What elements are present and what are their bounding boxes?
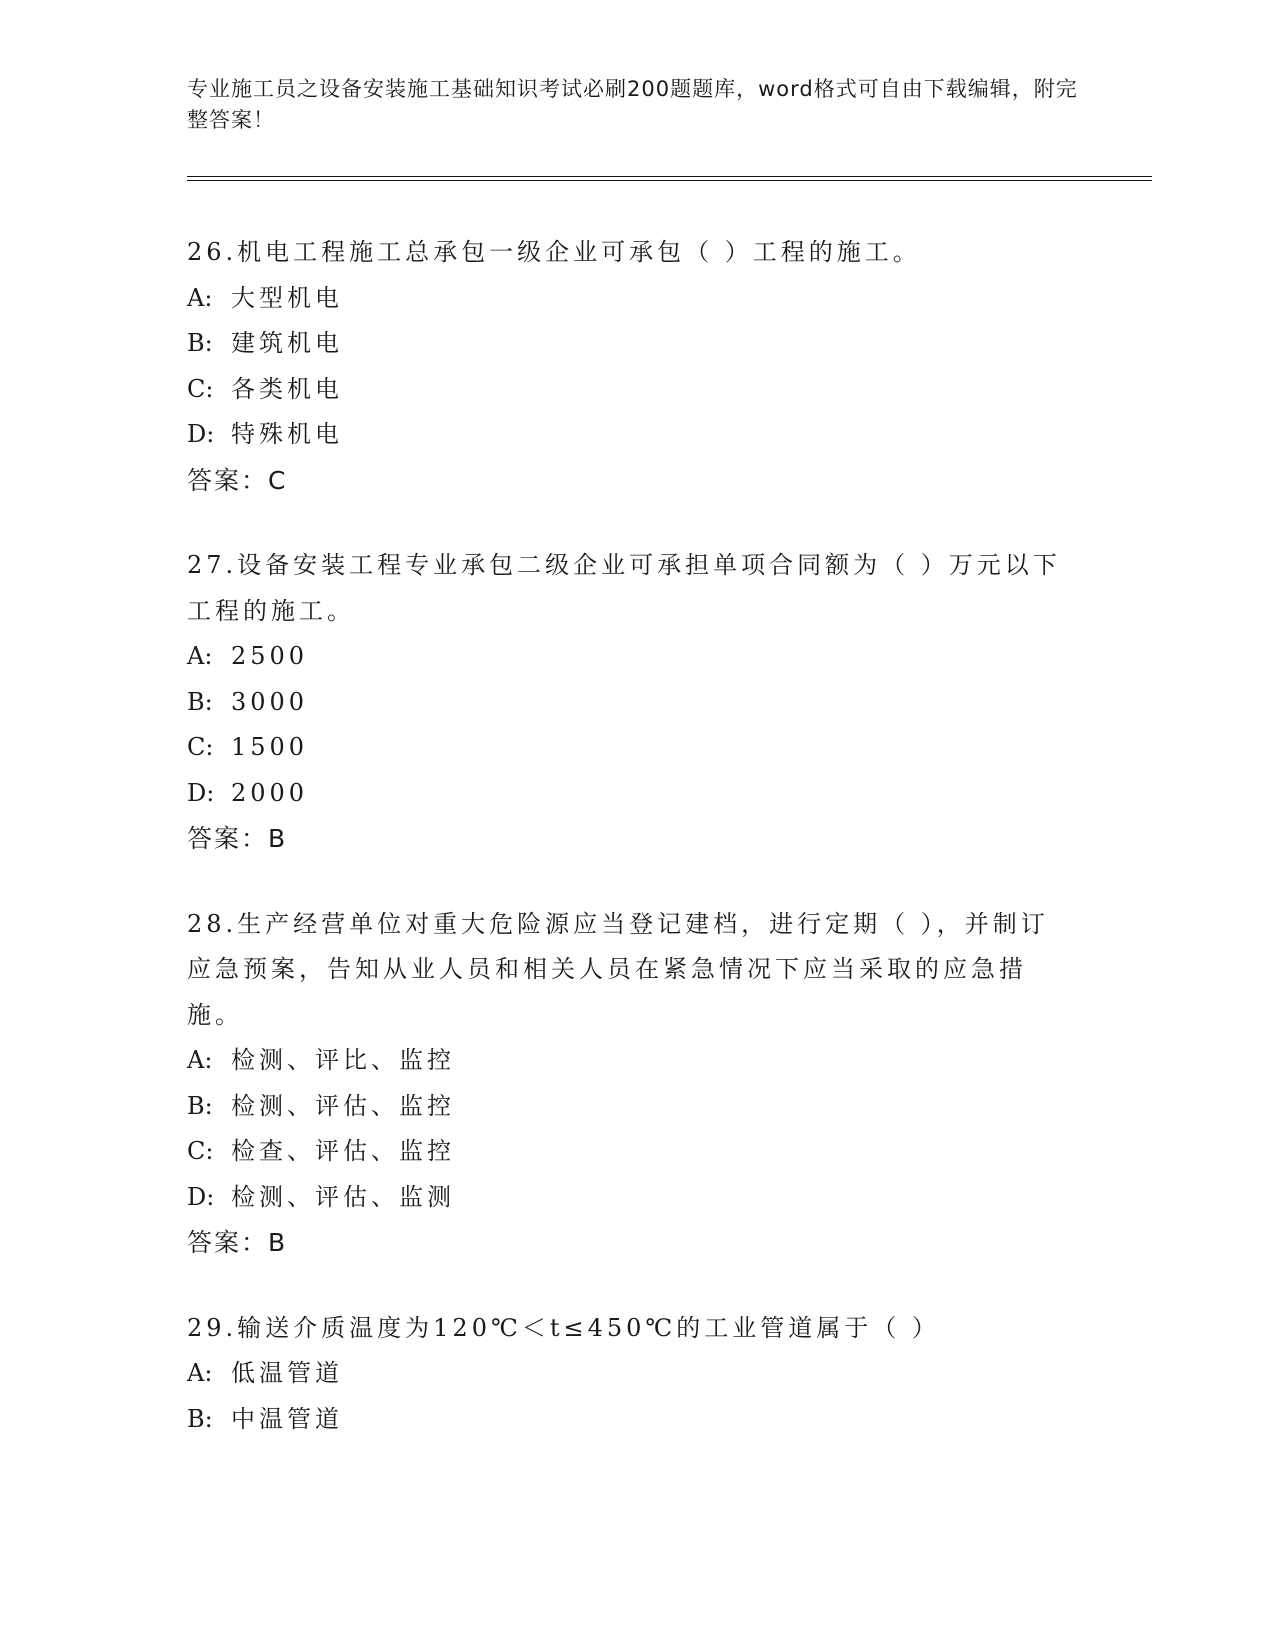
option-b xyxy=(187,321,1067,367)
option-b xyxy=(187,680,1067,726)
option-letter: D: xyxy=(187,1182,215,1211)
option-letter: A: xyxy=(187,642,213,670)
option-letter: C: xyxy=(187,1137,214,1165)
option-text: 特殊机电 xyxy=(231,420,343,448)
option-c xyxy=(187,725,1067,771)
option-text: 检测、评估、监控 xyxy=(231,1091,455,1120)
question-27 xyxy=(187,543,1067,862)
option-letter: D: xyxy=(187,420,215,448)
option-letter: C: xyxy=(187,374,214,403)
option-d xyxy=(187,412,1067,458)
option-letter: A: xyxy=(187,283,213,312)
question-29 xyxy=(187,1306,1067,1443)
option-d xyxy=(187,1175,1067,1221)
option-letter: A: xyxy=(187,1359,213,1387)
option-letter: B: xyxy=(187,329,213,357)
option-text: 低温管道 xyxy=(231,1359,343,1387)
option-text: 2000 xyxy=(231,778,309,807)
answer-line: 答案：C xyxy=(187,465,288,495)
option-letter: D: xyxy=(187,778,215,807)
header-double-rule xyxy=(187,176,1152,181)
option-c xyxy=(187,367,1067,413)
option-text: 检测、评估、监测 xyxy=(231,1182,455,1211)
option-text: 大型机电 xyxy=(231,283,343,312)
option-text: 建筑机电 xyxy=(231,329,343,357)
option-text: 检测、评比、监控 xyxy=(231,1046,455,1074)
option-letter: B: xyxy=(187,687,213,716)
option-b xyxy=(187,1397,1067,1443)
option-a xyxy=(187,634,1067,680)
option-letter: B: xyxy=(187,1091,213,1120)
answer-line: 答案：B xyxy=(187,824,288,853)
question-28 xyxy=(187,902,1067,1266)
option-c xyxy=(187,1129,1067,1175)
option-letter: A: xyxy=(187,1046,213,1074)
document-header: 专业施工员之设备安装施工基础知识考试必刷200题题库，word格式可自由下载编辑，附完整答案！ xyxy=(187,77,1078,132)
question-list xyxy=(187,230,1067,1482)
option-a xyxy=(187,1351,1067,1397)
question-26 xyxy=(187,230,1067,503)
option-text: 2500 xyxy=(231,642,309,670)
option-letter: B: xyxy=(187,1404,213,1433)
option-text: 中温管道 xyxy=(231,1404,343,1433)
option-a xyxy=(187,276,1067,322)
option-d xyxy=(187,771,1067,817)
answer-line: 答案：B xyxy=(187,1228,288,1257)
option-text: 3000 xyxy=(231,687,309,716)
option-text: 检查、评估、监控 xyxy=(231,1137,455,1165)
question-stem: 26.机电工程施工总承包一级企业可承包（ ）工程的施工。 xyxy=(187,238,921,266)
option-b xyxy=(187,1084,1067,1130)
question-stem: 28.生产经营单位对重大危险源应当登记建档，进行定期（ ），并制订应急预案，告知从业人员和相关人员在紧急情况下应当采取的应急措施。 xyxy=(187,909,1049,1029)
option-a xyxy=(187,1038,1067,1084)
option-text: 各类机电 xyxy=(231,374,343,403)
question-stem: 27.设备安装工程专业承包二级企业可承担单项合同额为（ ）万元以下工程的施工。 xyxy=(187,551,1061,625)
option-letter: C: xyxy=(187,733,214,761)
question-stem: 29.输送介质温度为120℃＜t≤450℃的工业管道属于（ ） xyxy=(187,1313,940,1342)
option-text: 1500 xyxy=(231,733,309,761)
